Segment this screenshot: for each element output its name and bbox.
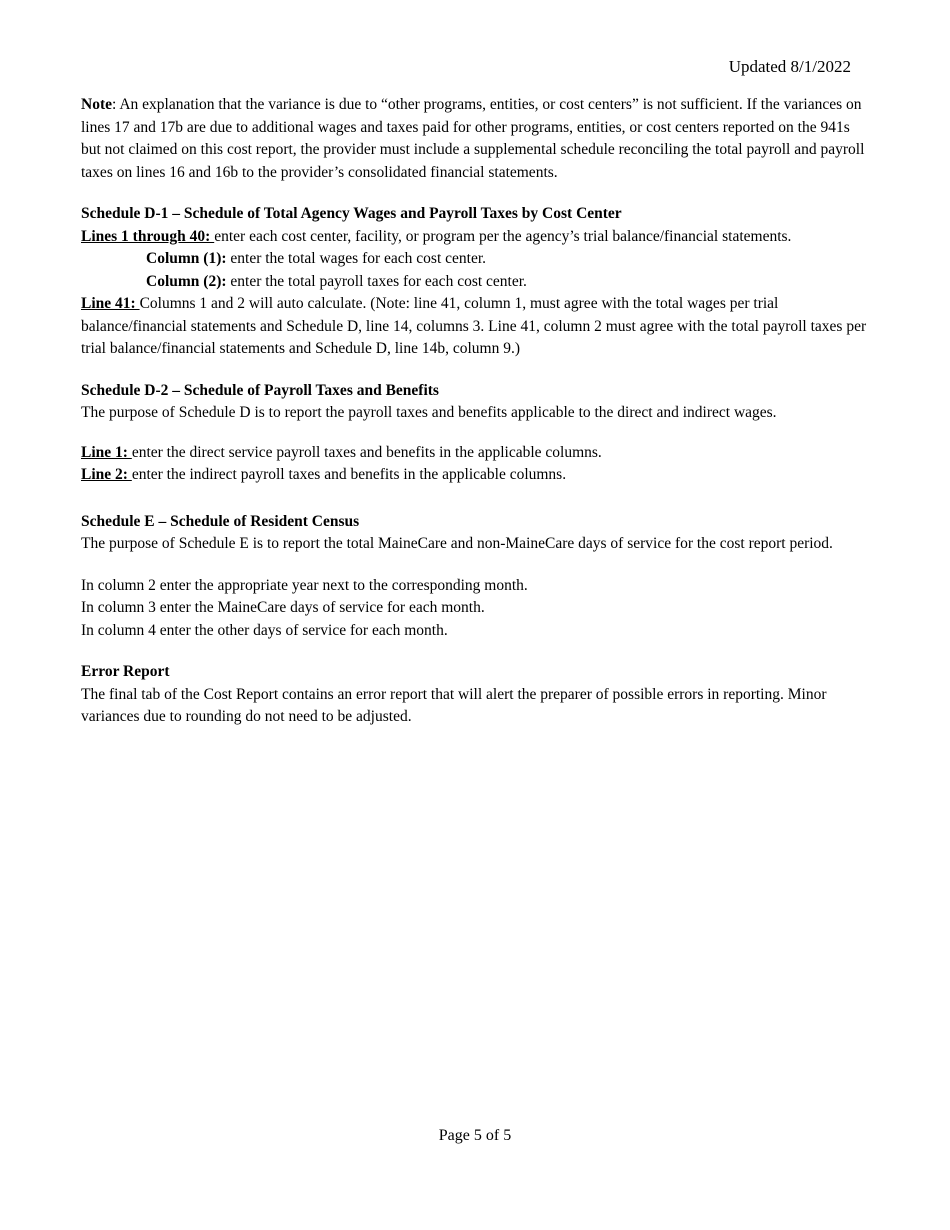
d2-purpose: The purpose of Schedule D is to report the payroll taxes and benefits applicable to the direct and indirect wages. (81, 404, 777, 421)
schedule-e-title (81, 511, 871, 534)
e-column-3: In column 3 enter the MaineCare days of service for each month. (81, 599, 485, 616)
note-text: : An explanation that the variance is due to “other programs, entities, or cost centers” is not sufficient. If the variances on lines 17 and 17b are due to additional wages and taxes paid for other programs, entities, or cost centers reported on the 941s but not claimed on this cost report, the provider must include a supplemental schedule reconciling the total payroll and payroll taxes on lines 16 and 16b to the provider’s consolidated financial statements. (81, 96, 865, 181)
schedule-d1-title-text: Schedule D-1 – Schedule of Total Agency Wages and Payroll Taxes by Cost Center (81, 205, 622, 222)
note-paragraph (81, 94, 871, 184)
error-report-text: The final tab of the Cost Report contains an error report that will alert the preparer of possible errors in reporting. Minor variances due to rounding do not need to be adjusted. (81, 685, 827, 725)
d2-line-1 (81, 442, 871, 465)
d1-lines-1-40 (81, 226, 871, 249)
schedule-d2-title (81, 380, 871, 403)
d1-column-1 (81, 248, 871, 271)
d1-column-2 (81, 271, 871, 294)
schedule-d1-title (81, 203, 871, 226)
d2-line-2-label: Line 2: (81, 466, 132, 483)
d1-column-1-label: Column (1): (146, 250, 227, 267)
d1-column-2-label: Column (2): (146, 272, 227, 290)
document-body (81, 94, 871, 729)
d1-line-41-label: Line 41: (81, 295, 140, 312)
d2-line-2-text: enter the indirect payroll taxes and benefits in the applicable columns. (131, 466, 567, 483)
d1-lines-1-40-text: enter each cost center, facility, or program per the agency’s trial balance/financial statements. (214, 227, 792, 245)
d1-lines-1-40-label: Lines 1 through 40: (81, 227, 215, 245)
e-column-2: In column 2 enter the appropriate year next to the corresponding month. (81, 576, 528, 594)
d2-line-2 (81, 464, 871, 487)
e-column-4: In column 4 enter the other days of service for each month. (81, 621, 448, 639)
schedule-d2-title-text: Schedule D-2 – Schedule of Payroll Taxes and Benefits (81, 381, 439, 399)
e-purpose: The purpose of Schedule E is to report the total MaineCare and non-MaineCare days of service for the cost report period. (81, 535, 833, 552)
d1-column-2-text: enter the total payroll taxes for each cost center. (226, 272, 527, 290)
updated-date: Updated 8/1/2022 (728, 57, 851, 76)
d1-line-41 (81, 293, 871, 361)
d2-line-1-label: Line 1: (81, 443, 132, 461)
error-report-title-text: Error Report (81, 663, 170, 680)
error-report-title (81, 661, 871, 684)
page-number: Page 5 of 5 (438, 1127, 512, 1144)
d1-column-1-text: enter the total wages for each cost center. (226, 250, 487, 267)
note-label: Note (81, 96, 112, 113)
d2-line-1-text: enter the direct service payroll taxes and benefits in the applicable columns. (131, 443, 602, 461)
schedule-e-title-text: Schedule E – Schedule of Resident Census (81, 512, 360, 530)
d1-line-41-text: Columns 1 and 2 will auto calculate. (Note: line 41, column 1, must agree with the total wages per trial balance/financial statements and Schedule D, line 14, columns 3. Line 41, column 2 must agree with the total payroll taxes per trial balance/financial statements and Schedule D, line 14b, column 9.) (81, 295, 867, 357)
